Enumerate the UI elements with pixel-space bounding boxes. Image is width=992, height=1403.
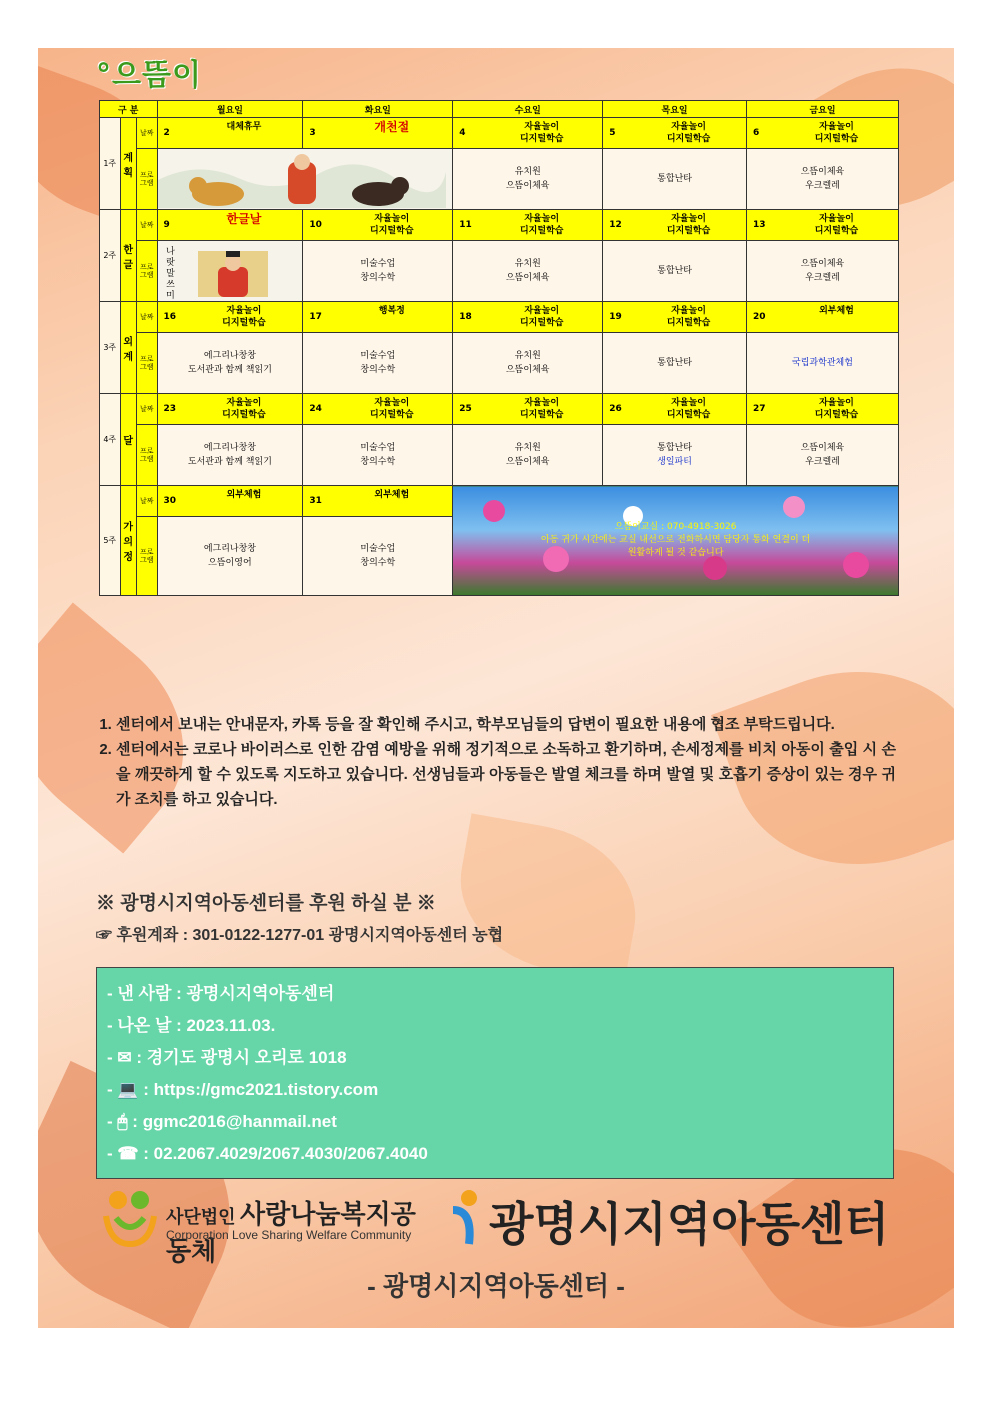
header-fri: 금요일 — [746, 101, 898, 118]
day-cell: 27 자율놀이 디지털학습 — [746, 394, 898, 425]
tiger-and-dangun-illustration — [158, 150, 446, 208]
week-label: 4주 — [100, 394, 121, 486]
day-cell: 11 자율놀이 디지털학습 — [453, 210, 603, 241]
row-label-program: 프로그램 — [136, 241, 157, 302]
notices — [96, 712, 896, 812]
day-cell: 31 외부체험 — [303, 486, 453, 517]
program-cell: 유치원 으뜸이체육 — [453, 241, 603, 302]
day-cell: 12 자율놀이 디지털학습 — [603, 210, 747, 241]
week-label: 1주 — [100, 118, 121, 210]
program-cell: 미술수업 창의수학 — [303, 517, 453, 596]
week-theme: 가 의 정 — [120, 486, 136, 596]
program-cell: 통합난타 — [603, 149, 747, 210]
footer-org-name: - 광명시지역아동센터 - — [367, 1271, 625, 1301]
program-cell: 으뜸이체육 우크렐레 — [746, 425, 898, 486]
week-theme: 달 — [120, 394, 136, 486]
program-cell: 국립과학관체험 — [746, 333, 898, 394]
notice-line: 원활하게 될 것 같습니다 — [627, 548, 724, 558]
program-cell: 미술수업 창의수학 — [303, 425, 453, 486]
day-cell: 4 자율놀이 디지털학습 — [453, 118, 603, 149]
page-title: °으뜸이 — [96, 58, 202, 93]
row-label-day: 날짜 — [136, 486, 157, 517]
week-label: 2주 — [100, 210, 121, 302]
center-emblem-icon — [445, 1188, 485, 1248]
program-cell: 통합난타 — [603, 333, 747, 394]
row-label-program: 프로그램 — [136, 517, 157, 596]
header-wed: 수요일 — [453, 101, 603, 118]
header-thu: 목요일 — [603, 101, 747, 118]
day-cell: 24 자율놀이 디지털학습 — [303, 394, 453, 425]
day-cell: 5 자율놀이 디지털학습 — [603, 118, 747, 149]
row-label-program: 프로그램 — [136, 333, 157, 394]
program-cell: 으뜸이체육 우크렐레 — [746, 241, 898, 302]
sponsor-heading: ※ 광명시지역아동센터를 후원 하실 분 ※ — [96, 893, 436, 914]
day-cell: 10 자율놀이 디지털학습 — [303, 210, 453, 241]
program-cell: 통합난타 생일파티 — [603, 425, 747, 486]
program-cell: 에그리나창창 도서관과 함께 책읽기 — [157, 333, 303, 394]
day-cell: 17 행복정 — [303, 302, 453, 333]
day-cell: 30 외부체험 — [157, 486, 303, 517]
header-tue: 화요일 — [303, 101, 453, 118]
sender-row: - 낸 사람 : 광명시지역아동센터 — [107, 984, 335, 1003]
row-label-day: 날짜 — [136, 210, 157, 241]
program-cell: 통합난타 — [603, 241, 747, 302]
program-cell: 미술수업 창의수학 — [303, 333, 453, 394]
sponsor-account: ☞ 후원계좌 : 301-0122-1277-01 광명시지역아동센터 농협 — [96, 927, 504, 944]
row-label-day: 날짜 — [136, 394, 157, 425]
header-category: 구 분 — [100, 101, 158, 118]
notice-item: 2. 센터에서는 코로나 바이러스로 인한 감염 예방을 위해 정기적으로 소독하고 환기하며, 손세정제를 비치 아동이 출입 시 손을 깨끗하게 할 수 있도록 지도하고 있습니다. 선생님들과 아동들은 발열 체크를 하며 발열 및 호흡기 증상이 있는 경우 귀가 조치를 하고 있습니다. — [116, 737, 896, 812]
row-label-day: 날짜 — [136, 302, 157, 333]
notice-phone: 으뜸이교실 : 070-4918-3026 — [614, 522, 737, 532]
date-row: - 나온 날 : 2023.11.03. — [107, 1016, 276, 1035]
day-cell: 2 대체휴무 — [157, 118, 303, 149]
day-cell: 3 개천절 — [303, 118, 453, 149]
row-label-day: 날짜 — [136, 118, 157, 149]
love-sharing-logo: 사단법인 사랑나눔복지공동체 Corporation Love Sharing Welfare Community — [100, 1186, 420, 1250]
header-mon: 월요일 — [157, 101, 303, 118]
program-cell: 유치원 으뜸이체육 — [453, 425, 603, 486]
day-cell: 19 자율놀이 디지털학습 — [603, 302, 747, 333]
day-cell: 23 자율놀이 디지털학습 — [157, 394, 303, 425]
row-label-program: 프로그램 — [136, 425, 157, 486]
day-cell: 26 자율놀이 디지털학습 — [603, 394, 747, 425]
day-cell: 9 한글날 — [157, 210, 303, 241]
gwangmyeong-center-logo: 광명시지역아동센터 — [445, 1186, 895, 1250]
week-label: 5주 — [100, 486, 121, 596]
day-cell: 25 자율놀이 디지털학습 — [453, 394, 603, 425]
hangul-illustration: 나랏말쓰미 — [157, 241, 303, 302]
website-row[interactable]: - 💻 : https://gmc2021.tistory.com — [107, 1080, 379, 1099]
monthly-calendar — [99, 100, 899, 596]
week-theme: 계 획 — [120, 118, 136, 210]
week-label: 3주 — [100, 302, 121, 394]
phone-row: - ☎ : 02.2067.4029/2067.4030/2067.4040 — [107, 1144, 428, 1163]
day-cell: 6 자율놀이 디지털학습 — [746, 118, 898, 149]
program-cell: 으뜸이체육 우크렐레 — [746, 149, 898, 210]
day-cell: 13 자율놀이 디지털학습 — [746, 210, 898, 241]
cosmos-notice-image — [453, 486, 899, 596]
email-row[interactable]: - 🖱 : ggmc2016@hanmail.net — [107, 1112, 337, 1131]
contact-info-box — [96, 967, 894, 1179]
program-cell: 에그리나창창 으뜸이영어 — [157, 517, 303, 596]
king-sejong-illustration — [188, 243, 288, 299]
week-theme: 한 글 — [120, 210, 136, 302]
logos-area — [100, 1186, 900, 1266]
program-cell: 유치원 으뜸이체육 — [453, 149, 603, 210]
love-sharing-emblem-icon — [100, 1186, 160, 1250]
day-cell: 16 자율놀이 디지털학습 — [157, 302, 303, 333]
notice-line: 아동 귀가 시간에는 교실 내선으로 전화하시면 담당자 통화 연결이 더 — [541, 535, 811, 545]
address-row: - ✉ : 경기도 광명시 오리로 1018 — [107, 1048, 347, 1067]
notice-item: 1. 센터에서 보내는 안내문자, 카톡 등을 잘 확인해 주시고, 학부모님들의 답변이 필요한 내용에 협조 부탁드립니다. — [116, 712, 896, 737]
program-cell: 에그리나창창 도서관과 함께 책읽기 — [157, 425, 303, 486]
holiday-illustration — [157, 149, 453, 210]
day-cell: 20 외부체험 — [746, 302, 898, 333]
week-theme: 외 계 — [120, 302, 136, 394]
row-label-program: 프로그램 — [136, 149, 157, 210]
day-cell: 18 자율놀이 디지털학습 — [453, 302, 603, 333]
program-cell: 유치원 으뜸이체육 — [453, 333, 603, 394]
birthday-party-label: 생일파티 — [657, 457, 692, 467]
program-cell: 미술수업 창의수학 — [303, 241, 453, 302]
